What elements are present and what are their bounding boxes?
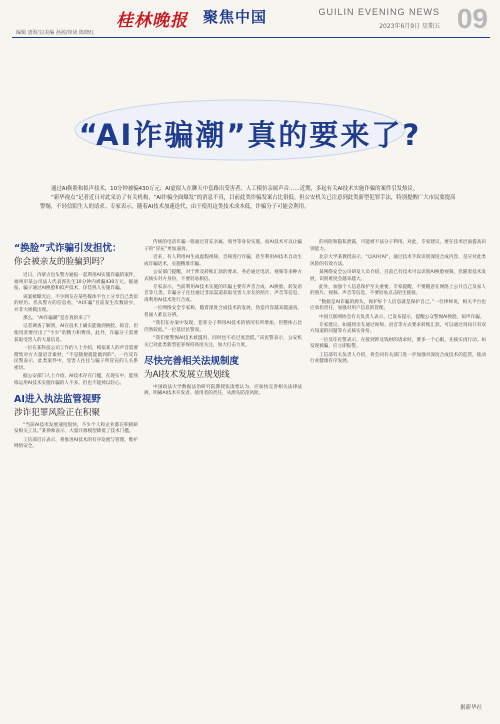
paragraph: 工信部近日表示，将推进AI技术的有序发展与管理，维护网络安全。 [14,437,138,450]
subheading-title: 涉诈犯罪风险正在积聚 [14,407,100,418]
subheading: AI进入执法监管视野 [14,393,101,405]
headline: “AI诈骗潮”真的要来了? [78,117,422,152]
paragraph: 近来，有人利用AI生成虚假视频、音频进行诈骗，甚至利用AI技术自动生成诈骗话术，实施精准诈骗。 [144,254,302,267]
byline: 据新华社 [459,705,482,711]
paragraph: 北京大学某教授表示，“以AI对AI”，通过技术手段识别深度合成内容，是应对此类风险的有效方法。 [310,254,486,267]
paragraph: 某网络安全公司研发人员介绍，目前已有技术可以识别AI换脸视频，但随着技术发展，识别难度会越来越大。 [310,269,486,282]
paragraph: 工信部有关负责人介绍，将会同有关部门进一步加强对深度合成技术的监管，推动行业健康有序发展。 [310,352,486,365]
column-2 [144,240,302,399]
paragraph: 一位反诈民警表示，在接到涉及钱财的请求时，要多一个心眼，先核实再行动。如发现被骗，应立即报警。 [310,337,486,350]
paragraph: 据公安部门人士介绍，AI技术存在门槛，在现实中，能熟练运用AI技术实施诈骗的人不多。但也不能掉以轻心。 [14,374,138,387]
section-title: 聚焦中国 [203,8,268,26]
paragraph: 中国政法大学数据法治研究院教授张凌寒认为，应加快完善相关法律法规，明确AI技术开发者、使用者的责任，从源头防范风险。 [144,384,302,397]
page-number: 09 [456,3,488,34]
paragraph: 专家建议，如遇到亲友通过视频、语音等方式要求转账汇款，可以通过询问只有双方知道的问题等方式核实身份。 [310,322,486,335]
dateline: 2023年6月9日 星期五 [379,23,440,30]
newspaper-logo: 桂林晚报 [116,11,188,31]
paragraph: 此外，加强个人信息保护至关重要。专家提醒，不要随意在网络上公开自己及家人的照片、视频、声音等信息，不要轻易点击陌生链接。 [310,284,486,297]
paragraph: “数据是AI诈骗的源头，保护好个人信息就是保护自己。”一位律师说，相关平台也应承担责任，加强对用户信息的管理。 [310,299,486,312]
paragraph: 专家表示，当前利用AI技术实施的诈骗主要有声音合成、AI换脸、转发语音等几类。诈骗分子往往通过非法渠道获取受害人亲友的照片、声音等信息，再利用AI技术进行合成。 [144,284,302,304]
lead-text: 通过AI换脸和拟声技术，10分钟被骗430万元；AI虚拟人在聊天中套路出受害者、人工模仿亲属声音……近期，多起有关AI技术实施诈骗的案件引发热议。 [51,186,419,192]
paragraph: 该案被曝光后，不少网友在某些媒体平台上分享自己类似的经历。但从警方的信息看，“AI诈骗”目前发生次数较少，并非大规模出现。 [14,294,138,314]
paragraph: 那么，“AI诈骗潮”是否真的来了？ [23,316,92,322]
paragraph: 公安部门提醒，对于涉及转账汇款的要求，务必通过电话、视频等多种方式核实对方身份，不要轻易相信。 [144,269,302,282]
paragraph: 一位网络安全专家称，随着深度合成技术的发展，伪造内容越来越逼真，普通人难以分辨。 [144,306,302,319]
header-rule [12,37,490,38]
masthead [0,0,500,40]
paragraph: “当前AI技术发展速度很快，不少个人和企业都在积极研发相关工具。”某律师表示，大量开源模型降低了技术门槛。 [14,422,138,435]
paragraph: “我们要警惕AI技术被滥用，同时也不必过度恐慌。”该民警表示，公安机关已对此类新型犯罪保持高度关注，加大打击力度。 [144,336,302,348]
paragraph: “我们在办案中发现，犯罪分子利用AI技术的情况有所增加，但整体占比仍然较低。”一位基层民警说。 [144,321,302,333]
editor-credits: 编辑 唐海宝/美编 孙茜/审读 陈晓红 [16,30,95,36]
subheading-title: 为AI技术发展立规划线 [144,369,230,380]
paragraph: 一位在某科技公司工作的人士介绍，模拟某人的声音需要搜集对方大量语音素材，“不是随便就能做到的”。一位反诈民警表示，此类案件中，受害人往往与骗子所冒充的人关系密切。 [14,346,138,372]
paper-english-name: GUILIN EVENING NEWS [318,7,440,17]
column-3 [310,240,486,367]
paragraph: 传统的电话诈骗一般通过冒充亲属、领导等身份实施，而AI技术可以让骗子的“冒充”更加逼真。 [144,240,302,252]
lead-paragraph [40,185,460,212]
paragraph: 记者调查了解到，AI在技术上确实能做到换脸、拟音。但使用者要付出了“不少”的精力和费用。此外，诈骗分子需要获取受害人的大量信息。 [14,324,138,343]
subheading: “换脸”式诈骗引发担忧： [14,243,122,254]
column-1 [14,240,138,453]
subheading: 尽快完善相关法规制度 [144,355,240,367]
paragraph: 近日，内蒙古包头警方通报一起利用AI实施诈骗的案件，福州市某公司法人代表郭先生10分钟内被骗430万元。据通报，骗子通过AI换脸和拟声技术，佯装熟人实施诈骗。 [14,273,138,292]
subheading-title: 你会被亲友的脸骗到吗？ [14,257,109,267]
paragraph: 的风险和隐私泄露，可能被不法分子利用。对此，专家建议，要在技术层面提高识别能力。 [310,240,486,252]
lead-text: “新华视点”记者近日对此采访了有关机构，“AI诈骗全面爆发”的消息不真，目前此类诈骗发案占比很低。但公安机关已注意到此类新型犯罪手法，特别提醒广大市民要提高警惕，不轻信陌生人的请求。专家表示，随着AI技术加速迭代，由于使用这类技术成本低，诈骗分子可能会利用。 [40,195,456,210]
paragraph: 中国互联网协会有关负责人表示，已发布提示，提醒公众警惕AI换脸、拟声诈骗。 [319,314,485,320]
headline-wrap [30,107,470,159]
